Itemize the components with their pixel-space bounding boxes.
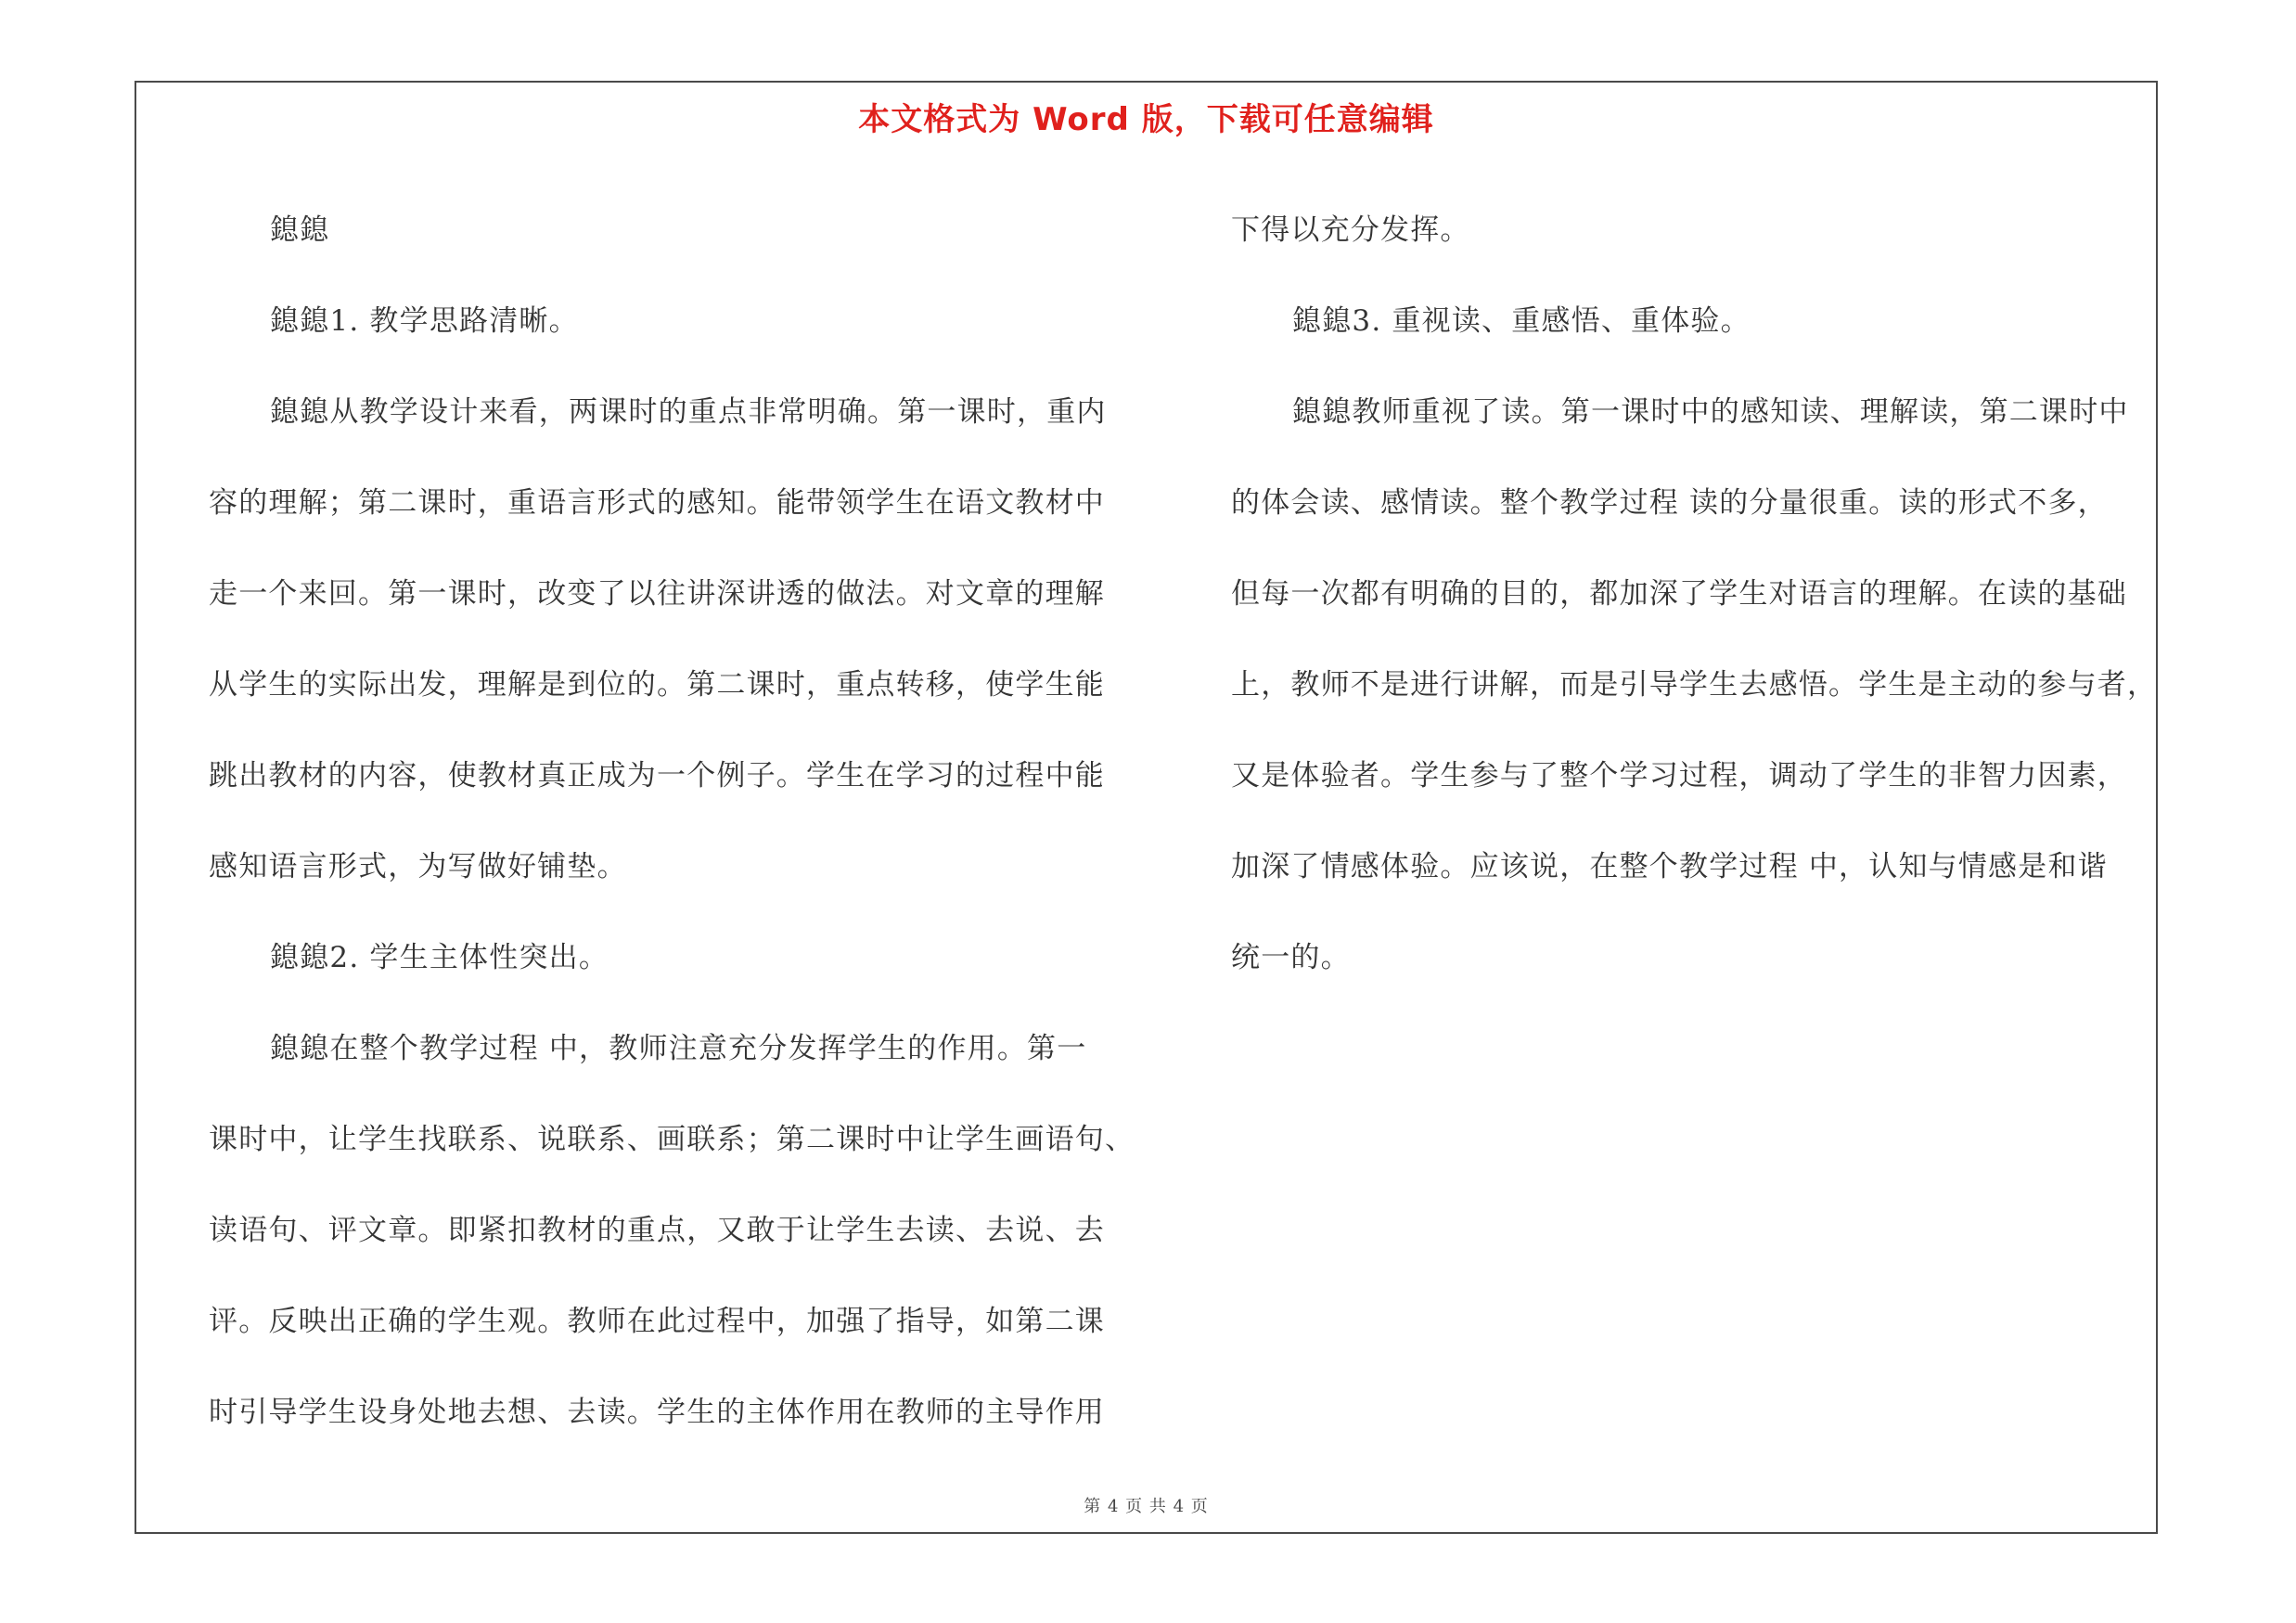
paragraph-line: 感知语言形式，为写做好铺垫。 [209,850,627,883]
section-heading: 鎴鎴1. 教学思路清晰。 [270,304,579,338]
paragraph-line: 课时中，让学生找联系、说联系、画联系；第二课时中让学生画语句、 [209,1123,1135,1156]
paragraph-line: 鎴鎴 [270,213,330,247]
paragraph-line: 又是体验者。学生参与了整个学习过程，调动了学生的非智力因素， [1231,759,2127,792]
paragraph-line: 跳出教材的内容，使教材真正成为一个例子。学生在学习的过程中能 [209,759,1105,792]
paragraph-line: 的体会读、感情读。整个教学过程 读的分量很重。读的形式不多， [1231,486,2108,520]
section-heading: 鎴鎴3. 重视读、重感悟、重体验。 [1292,304,1751,338]
paragraph-line: 但每一次都有明确的目的，都加深了学生对语言的理解。在读的基础 [1231,577,2127,611]
paragraph-line: 统一的。 [1231,941,1351,974]
paragraph-line: 走一个来回。第一课时，改变了以往讲深讲透的做法。对文章的理解 [209,577,1105,611]
paragraph-line: 评。反映出正确的学生观。教师在此过程中，加强了指导，如第二课 [209,1305,1105,1338]
header-banner: 本文格式为 Word 版，下载可任意编辑 [858,101,1434,138]
paragraph-line: 从学生的实际出发，理解是到位的。第二课时，重点转移，使学生能 [209,668,1105,702]
paragraph-line: 加深了情感体验。应该说，在整个教学过程 中，认知与情感是和谐 [1231,850,2108,883]
paragraph-line: 鎴鎴教师重视了读。第一课时中的感知读、理解读，第二课时中 [1292,395,2129,429]
page-indicator: 第 4 页 共 4 页 [1084,1497,1209,1516]
paragraph-line: 时引导学生设身处地去想、去读。学生的主体作用在教师的主导作用 [209,1396,1105,1429]
paragraph-line: 鎴鎴从教学设计来看，两课时的重点非常明确。第一课时，重内 [270,395,1107,429]
paragraph-line: 读语句、评文章。即紧扣教材的重点，又敢于让学生去读、去说、去 [209,1214,1105,1247]
left-column [209,185,1136,1458]
paragraph-line: 容的理解；第二课时，重语言形式的感知。能带领学生在语文教材中 [209,486,1105,520]
paragraph-line: 鎴鎴在整个教学过程 中，教师注意充分发挥学生的作用。第一 [270,1032,1087,1065]
page-frame [135,81,2158,1534]
paragraph-line: 下得以充分发挥。 [1231,213,1470,247]
section-heading: 鎴鎴2. 学生主体性突出。 [270,941,609,974]
paragraph-line: 上，教师不是进行讲解，而是引导学生去感悟。学生是主动的参与者， [1231,668,2158,702]
right-column [1231,185,2159,1003]
